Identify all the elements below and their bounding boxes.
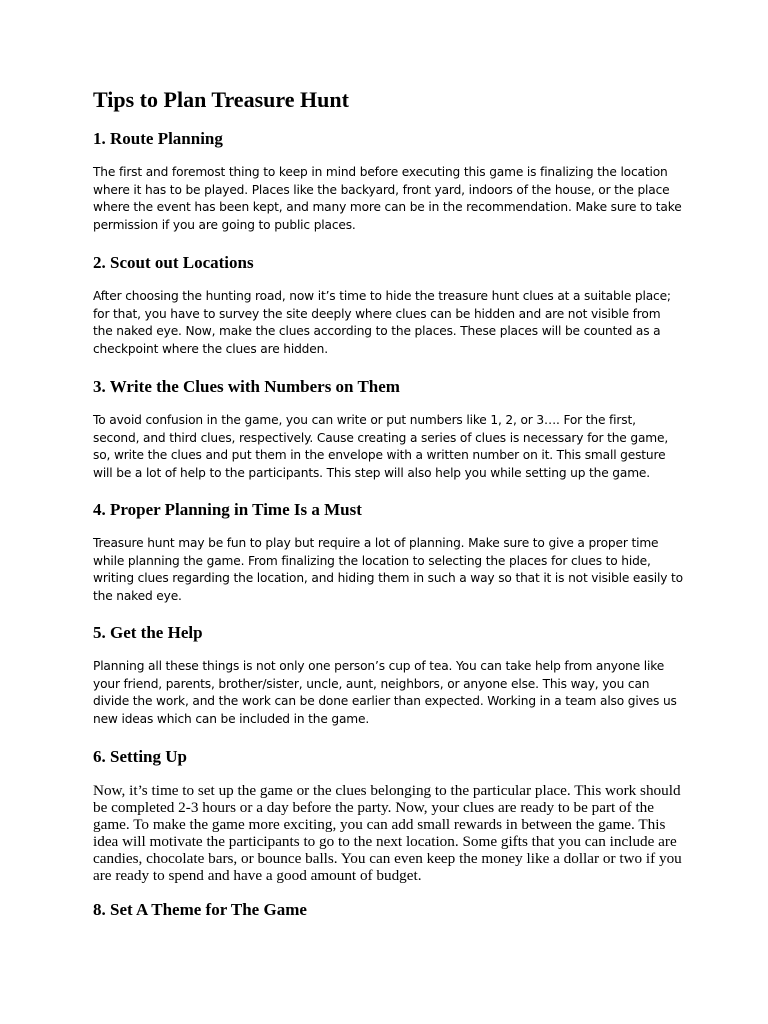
section-body-proper-planning: Treasure hunt may be fun to play but require a lot of planning. Make sure to give a proper time while planning the game. From finalizing the location to selecting the places for clues to hide, writing clues regarding the location, and hiding them in such a way so that it is not visible easily to the naked eye. [93, 536, 683, 604]
section-body-get-help: Planning all these things is not only one person’s cup of tea. You can take help from anyone like your friend, parents, brother/sister, uncle, aunt, neighbors, or anyone else. This way, you can divide the work, and the work can be done earlier than expected. Working in a team also gives us new ideas which can be included in the game. [93, 659, 677, 727]
section-heading-set-theme: 8. Set A Theme for The Game [93, 900, 307, 919]
section-heading-get-help: 5. Get the Help [93, 623, 203, 642]
section-heading-route-planning: 1. Route Planning [93, 129, 223, 148]
section-body-write-clues: To avoid confusion in the game, you can write or put numbers like 1, 2, or 3…. For the first, second, and third clues, respectively. Cause creating a series of clues is necessary for the game, so, write the clues and put them in the envelope with a written number on it. This small gesture will be a lot of help to the participants. This step will also help you while setting up the game. [93, 413, 669, 481]
section-heading-scout-locations: 2. Scout out Locations [93, 253, 254, 272]
document-title: Tips to Plan Treasure Hunt [93, 87, 349, 112]
section-heading-proper-planning: 4. Proper Planning in Time Is a Must [93, 500, 362, 519]
section-heading-write-clues: 3. Write the Clues with Numbers on Them [93, 377, 400, 396]
section-body-scout-locations: After choosing the hunting road, now it’s time to hide the treasure hunt clues at a suitable place; for that, you have to survey the site deeply where clues can be hidden and are not visible from the naked eye. Now, make the clues according to the places. These places will be counted as a checkpoint where the clues are hidden. [93, 289, 671, 357]
section-body-route-planning: The first and foremost thing to keep in mind before executing this game is finalizing the location where it has to be played. Places like the backyard, front yard, indoors of the house, or the place where the event has been kept, and many more can be in the recommendation. Make sure to take permission if you are going to public places. [93, 165, 682, 233]
section-body-setting-up: Now, it’s time to set up the game or the clues belonging to the particular place. This work should be completed 2-3 hours or a day before the party. Now, your clues are ready to be part of the game. To make the game more exciting, you can add small rewards in between the game. This idea will motivate the participants to go to the next location. Some gifts that you can include are candies, chocolate bars, or bounce balls. You can even keep the money like a dollar or two if you are ready to spend and have a good amount of budget. [93, 782, 682, 884]
section-heading-setting-up: 6. Setting Up [93, 747, 187, 766]
